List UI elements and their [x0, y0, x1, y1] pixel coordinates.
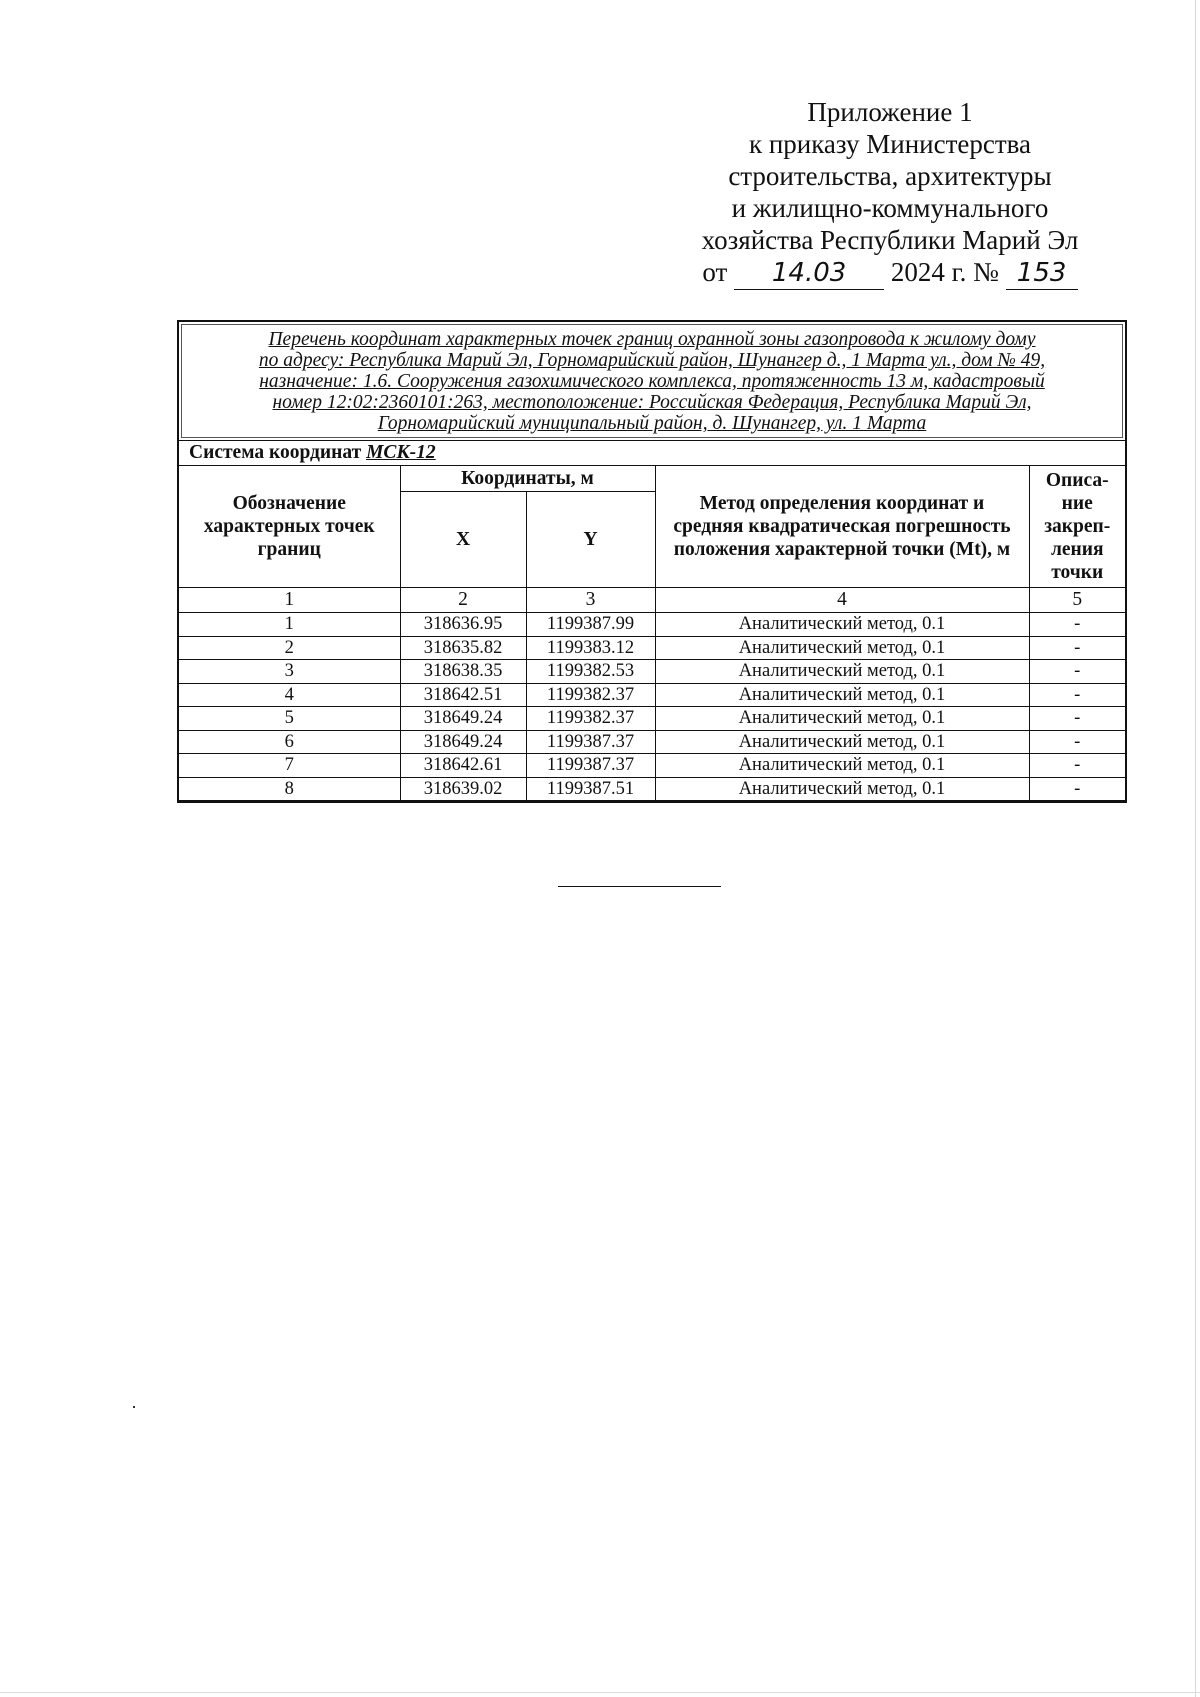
coordinate-system-label: Система координат: [189, 442, 362, 463]
cell-x: 318649.24: [400, 730, 526, 754]
header-coordinates: Координаты, м: [400, 466, 655, 492]
caption-line: номер 12:02:2360101:263, местоположение: Российская Федерация, Республика Марий Эл,: [272, 392, 1032, 413]
order-date-line: [670, 256, 1110, 290]
cell-y: 1199383.12: [526, 636, 655, 660]
column-number-row: [179, 588, 1125, 613]
cell-description: -: [1029, 730, 1125, 754]
appendix-line: к приказу Министерства: [748, 129, 1032, 159]
appendix-line: Приложение 1: [807, 97, 973, 127]
table-row: [179, 660, 1125, 684]
column-number: 2: [400, 588, 526, 613]
cell-description: -: [1029, 613, 1125, 637]
cell-y: 1199382.53: [526, 660, 655, 684]
date-prefix: от: [702, 257, 728, 287]
table-row: [179, 636, 1125, 660]
cell-x: 318639.02: [400, 777, 526, 801]
cell-method: Аналитический метод, 0.1: [655, 707, 1029, 731]
caption-line: назначение: 1.6. Сооружения газохимического комплекса, протяженность 13 м, кадастровый: [259, 371, 1045, 392]
table-row: [179, 613, 1125, 637]
scan-speck: [133, 1406, 135, 1408]
table-caption: [181, 324, 1123, 438]
coordinate-system-value: МСК-12: [366, 442, 436, 463]
cell-description: -: [1029, 754, 1125, 778]
caption-line: по адресу: Республика Марий Эл, Горномарийский район, Шунангер д., 1 Марта ул., дом № 49,: [258, 350, 1046, 371]
cell-method: Аналитический метод, 0.1: [655, 754, 1029, 778]
table-row: [179, 754, 1125, 778]
end-of-document-rule: [558, 886, 721, 887]
cell-method: Аналитический метод, 0.1: [655, 660, 1029, 684]
cell-y: 1199382.37: [526, 683, 655, 707]
header-method: Метод определения координат и средняя квадратическая погрешность положения характерной точки (Mt), м: [655, 466, 1029, 588]
page-edge: [0, 1692, 1200, 1693]
header-designation: Обозначение характерных точек границ: [179, 466, 400, 588]
column-number: 1: [179, 588, 400, 613]
cell-y: 1199387.99: [526, 613, 655, 637]
column-number: 5: [1029, 588, 1125, 613]
caption-line: Горномарийский муниципальный район, д. Шунангер, ул. 1 Марта: [377, 413, 927, 434]
cell-point: 3: [179, 660, 400, 684]
cell-x: 318649.24: [400, 707, 526, 731]
cell-y: 1199387.37: [526, 754, 655, 778]
cell-method: Аналитический метод, 0.1: [655, 636, 1029, 660]
page-edge: [1195, 0, 1196, 1697]
cell-method: Аналитический метод, 0.1: [655, 777, 1029, 801]
cell-description: -: [1029, 636, 1125, 660]
cell-description: -: [1029, 660, 1125, 684]
points-table-body: [179, 588, 1125, 801]
cell-x: 318642.61: [400, 754, 526, 778]
header-y: Y: [526, 492, 655, 588]
column-number: 4: [655, 588, 1029, 613]
handwritten-order-number: 153: [1006, 259, 1078, 290]
cell-x: 318638.35: [400, 660, 526, 684]
cell-x: 318642.51: [400, 683, 526, 707]
handwritten-date: 14.03: [734, 259, 884, 290]
cell-point: 8: [179, 777, 400, 801]
table-row: [179, 730, 1125, 754]
caption-line: Перечень координат характерных точек границ охранной зоны газопровода к жилому дому: [268, 329, 1036, 350]
cell-y: 1199382.37: [526, 707, 655, 731]
cell-x: 318636.95: [400, 613, 526, 637]
table-row: [179, 707, 1125, 731]
table-row: [179, 683, 1125, 707]
column-number: 3: [526, 588, 655, 613]
coordinate-system-row: [179, 440, 1125, 465]
appendix-header: [670, 96, 1110, 290]
header-description: Описа-ние закреп-ления точки: [1029, 466, 1125, 588]
cell-x: 318635.82: [400, 636, 526, 660]
cell-y: 1199387.37: [526, 730, 655, 754]
cell-point: 6: [179, 730, 400, 754]
cell-point: 5: [179, 707, 400, 731]
cell-method: Аналитический метод, 0.1: [655, 730, 1029, 754]
cell-method: Аналитический метод, 0.1: [655, 683, 1029, 707]
cell-description: -: [1029, 683, 1125, 707]
cell-method: Аналитический метод, 0.1: [655, 613, 1029, 637]
cell-description: -: [1029, 777, 1125, 801]
header-x: X: [400, 492, 526, 588]
coordinates-table-block: [177, 320, 1127, 803]
cell-point: 4: [179, 683, 400, 707]
cell-description: -: [1029, 707, 1125, 731]
cell-point: 1: [179, 613, 400, 637]
appendix-line: и жилищно-коммунального: [731, 193, 1049, 223]
appendix-line: строительства, архитектуры: [728, 161, 1052, 191]
points-table: [179, 465, 1125, 801]
year-text: 2024 г. №: [890, 257, 999, 287]
cell-point: 7: [179, 754, 400, 778]
table-row: [179, 777, 1125, 801]
cell-point: 2: [179, 636, 400, 660]
cell-y: 1199387.51: [526, 777, 655, 801]
appendix-line: хозяйства Республики Марий Эл: [701, 225, 1079, 255]
